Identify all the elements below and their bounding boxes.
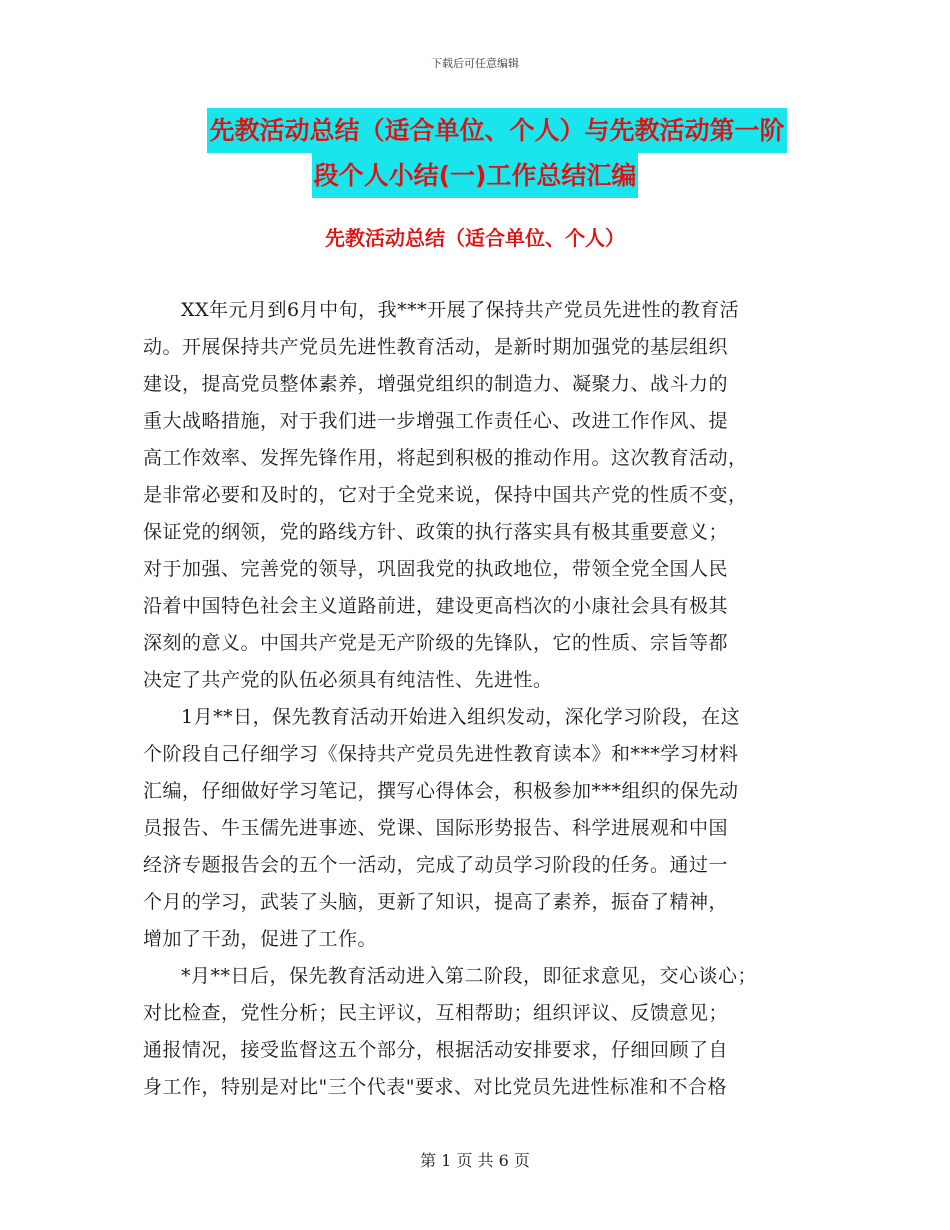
paragraph-1-line: 重大战略措施，对于我们进一步增强工作责任心、改进工作作风、提 bbox=[143, 410, 729, 432]
paragraph-1-line: 沿着中国特色社会主义道路前进，建设更高档次的小康社会具有极其 bbox=[143, 595, 729, 617]
paragraph-2-line: 增加了干劲，促进了工作。 bbox=[143, 928, 378, 950]
paragraph-1-line: 决定了共产党的队伍必须具有纯洁性、先进性。 bbox=[143, 669, 553, 691]
paragraph-2-line: 个月的学习，武装了头脑，更新了知识，提高了素养，振奋了精神， bbox=[143, 891, 729, 913]
paragraph-2-line: 汇编，仔细做好学习笔记，撰写心得体会，积极参加***组织的保先动 bbox=[143, 780, 739, 802]
document-title-line-1: 先教活动总结（适合单位、个人）与先教活动第一阶 bbox=[207, 108, 786, 153]
paragraph-2-line: 员报告、牛玉儒先进事迹、党课、国际形势报告、科学进展观和中国 bbox=[143, 817, 729, 839]
paragraph-1-line: 动。开展保持共产党员先进性教育活动，是新时期加强党的基层组织 bbox=[143, 336, 729, 358]
paragraph-1-line: 深刻的意义。中国共产党是无产阶级的先锋队，它的性质、宗旨等都 bbox=[143, 632, 729, 654]
paragraph-2-line: 1月**日，保先教育活动开始进入组织发动，深化学习阶段，在这 bbox=[181, 706, 741, 728]
paragraph-3-line: 对比检查，党性分析；民主评议，互相帮助；组织评议、反馈意见； bbox=[143, 1002, 729, 1024]
paragraph-3-line: 身工作，特别是对比"三个代表"要求、对比党员先进性标准和不合格 bbox=[143, 1076, 727, 1098]
paragraph-1-line: 保证党的纲领，党的路线方针、政策的执行落实具有极其重要意义； bbox=[143, 521, 729, 543]
paragraph-3-line: 通报情况，接受监督这五个部分，根据活动安排要求，仔细回顾了自 bbox=[143, 1039, 729, 1061]
section-title: 先教活动总结（适合单位、个人） bbox=[325, 226, 625, 250]
paragraph-2-line: 个阶段自己仔细学习《保持共产党员先进性教育读本》和***学习材料 bbox=[143, 743, 739, 765]
document-title bbox=[0, 108, 950, 198]
page-footer: 第 1 页 共 6 页 bbox=[420, 1151, 530, 1170]
paragraph-1-line: 对于加强、完善党的领导，巩固我党的执政地位，带领全党全国人民 bbox=[143, 558, 729, 580]
paragraph-1-line: 高工作效率、发挥先锋作用，将起到积极的推动作用。这次教育活动， bbox=[143, 447, 748, 469]
paragraph-2-line: 经济专题报告会的五个一活动，完成了动员学习阶段的任务。通过一 bbox=[143, 854, 729, 876]
paragraph-3-line: *月**日后，保先教育活动进入第二阶段，即征求意见，交心谈心； bbox=[181, 965, 758, 987]
paragraph-1-line: XX年元月到6月中旬，我***开展了保持共产党员先进性的教育活 bbox=[181, 299, 740, 321]
paragraph-1-line: 建设，提高党员整体素养，增强党组织的制造力、凝聚力、战斗力的 bbox=[143, 373, 729, 395]
header-note: 下载后可任意编辑 bbox=[431, 57, 519, 70]
paragraph-1-line: 是非常必要和及时的，它对于全党来说，保持中国共产党的性质不变， bbox=[143, 484, 748, 506]
document-title-line-2: 段个人小结(一)工作总结汇编 bbox=[312, 153, 639, 198]
body-text bbox=[143, 292, 811, 1106]
